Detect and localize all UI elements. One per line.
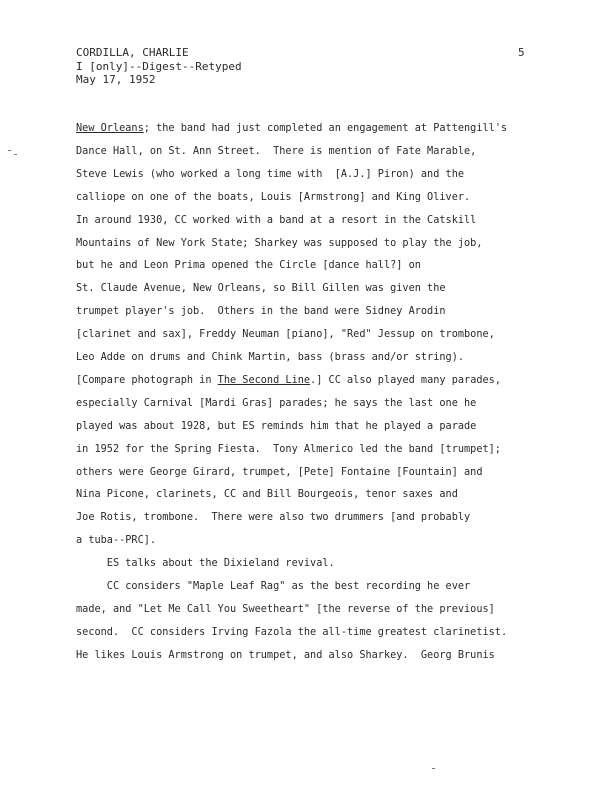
text-segment: a tuba--PRC]. (76, 533, 157, 547)
document-type: I [only]--Digest--Retyped (76, 59, 242, 73)
text-line (76, 442, 501, 456)
text-line (76, 465, 482, 479)
text-segment: but he and Leon Prima opened the Circle [dance hall?] on (76, 258, 421, 272)
text-segment: Nina Picone, clarinets, CC and Bill Bourgeois, tenor saxes and (76, 487, 458, 501)
text-segment: Joe Rotis, trombone. There were also two drummers [and probably (76, 510, 471, 524)
interview-date: May 17, 1952 (76, 73, 156, 86)
text-segment: Leo Adde on drums and Chink Martin, bass (brass and/or string). (76, 350, 465, 363)
text-segment: others were George Girard, trumpet, [Pete] Fontaine [Fountain] and (76, 464, 483, 478)
text-segment: made, and "Let Me Call You Sweetheart" [the reverse of the previous] (76, 601, 495, 615)
text-segment: Mountains of New York State; Sharkey was supposed to play the job, (76, 235, 483, 249)
text-line (76, 556, 335, 570)
text-line (76, 167, 464, 181)
text-segment: ; the band had just completed an engagement at Pattengill's (143, 121, 508, 134)
scan-speck (8, 150, 11, 151)
text-segment: trumpet player's job. Others in the band were Sidney Arodin (76, 304, 446, 318)
text-line (76, 373, 501, 387)
text-line (76, 236, 482, 250)
text-segment: second. CC considers Irving Fazola the all-time greatest clarinetist. (76, 624, 508, 638)
text-line (76, 510, 470, 524)
text-segment: Dance Hall, on St. Ann Street. There is mention of Fate Marable, (76, 143, 477, 157)
text-line (76, 121, 507, 135)
underlined-title: New Orleans (76, 121, 144, 134)
text-line (76, 327, 495, 341)
text-segment: ES talks about the Dixieland revival. (76, 556, 335, 570)
text-segment: [Compare photograph in (76, 372, 218, 386)
text-line (76, 487, 458, 501)
text-segment: calliope on one of the boats, Louis [Armstrong] and King Oliver. (76, 189, 471, 203)
text-segment: especially Carnival [Mardi Gras] parades; he says the last one he (76, 395, 477, 409)
document-header (76, 46, 242, 87)
text-segment: .] CC also played many parades, (310, 372, 501, 386)
interviewee-name: CORDILLA, CHARLIE (76, 46, 189, 59)
scan-speck (14, 154, 17, 155)
text-segment: played was about 1928, but ES reminds him that he played a parade (76, 418, 477, 432)
text-line (76, 190, 470, 204)
text-line (76, 396, 476, 410)
scan-speck (432, 768, 435, 769)
text-segment: Steve Lewis (who worked a long time with [A.J.] Piron) and the (76, 166, 465, 180)
text-line (76, 533, 156, 547)
text-segment: in 1952 for the Spring Fiesta. Tony Almerico led the band [trumpet]; (76, 441, 501, 455)
text-line (76, 602, 495, 616)
text-line (76, 258, 421, 272)
text-line (76, 213, 476, 227)
text-line (76, 350, 464, 364)
text-segment: [clarinet and sax], Freddy Neuman [piano], "Red" Jessup on trombone, (76, 327, 495, 341)
text-line (76, 579, 470, 593)
text-line (76, 419, 476, 433)
text-segment: He likes Louis Armstrong on trumpet, and also Sharkey. Georg Brunis (76, 647, 495, 661)
text-line (76, 648, 495, 662)
text-line (76, 625, 507, 639)
underlined-title: The Second Line (217, 372, 311, 386)
text-line (76, 304, 446, 318)
text-line (76, 144, 476, 158)
text-line (76, 281, 446, 295)
text-segment: In around 1930, CC worked with a band at a resort in the Catskill (76, 212, 477, 226)
text-segment: St. Claude Avenue, New Orleans, so Bill Gillen was given the (76, 281, 446, 295)
page-number: 5 (518, 46, 525, 59)
text-segment: CC considers "Maple Leaf Rag" as the best recording he ever (76, 579, 471, 592)
